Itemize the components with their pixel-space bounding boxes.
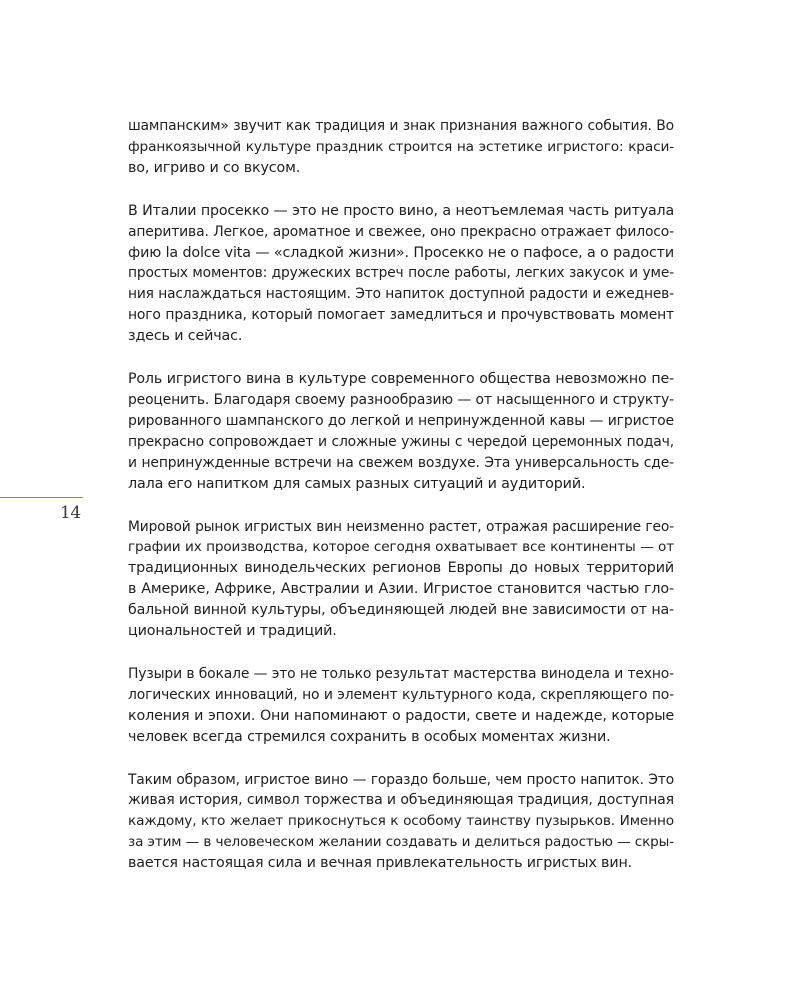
paragraph: [128, 369, 674, 494]
text-line: коления и эпохи. Они напоминают о радости, свете и надежде, которые: [128, 707, 674, 724]
text-line: бальной винной культуры, объединяющей людей вне зависимости от на-: [128, 602, 674, 619]
text-line: В Италии просекко — это не просто вино, а неотъемлемая часть ритуала: [128, 202, 674, 219]
text-line: шампанским» звучит как традиция и знак признания важного события. Во: [128, 118, 674, 134]
text-line: аперитива. Легкое, ароматное и свежее, оно прекрасно отражает филосо-: [128, 223, 674, 240]
paragraph: [128, 770, 674, 875]
text-line: Пузыри в бокале — это не только результат мастерства винодела и техно-: [128, 665, 674, 682]
text-line: за этим — в человеческом желании создавать и делиться радостью — скры-: [128, 834, 674, 851]
text-line: франкоязычной культуре праздник строится на эстетике игристого: краси-: [128, 138, 674, 155]
text-line: фию la dolce vita — «сладкой жизни». Просекко не о пафосе, а о радости: [128, 244, 674, 261]
page-number: 14: [60, 503, 81, 523]
text-line: логических инноваций, но и элемент культурного кода, скрепляющего по-: [128, 686, 674, 703]
text-line: графии их производства, которое сегодня охватывает все континенты — от: [128, 539, 674, 556]
text-line: и непринужденные встречи на свежем воздухе. Эта универсальность сде-: [128, 454, 674, 471]
text-line: ния наслаждаться настоящим. Это напиток доступной радости и ежеднев-: [128, 286, 674, 303]
paragraph: [128, 517, 674, 642]
text-line: циональностей и традиций.: [128, 623, 337, 640]
text-line: рированного шампанского до легкой и непринужденной кавы — игристое: [128, 412, 674, 429]
text-line: живая история, символ торжества и объединяющая традиция, доступная: [128, 792, 674, 809]
text-line: прекрасно сопровождает и сложные ужины с чередой церемонных подач,: [128, 433, 674, 450]
text-line: Таким образом, игристое вино — гораздо больше, чем просто напиток. Это: [128, 771, 674, 788]
text-line: здесь и сейчас.: [128, 328, 243, 345]
text-line: простых моментов: дружеских встреч после работы, легких закусок и уме-: [128, 265, 674, 282]
text-line: Мировой рынок игристых вин неизменно растет, отражая расширение гео-: [128, 518, 674, 535]
paragraph: [128, 664, 674, 748]
text-line: лала его напитком для самых разных ситуаций и аудиторий.: [128, 475, 586, 492]
text-line: реоценить. Благодаря своему разнообразию — от насыщенного и структу-: [128, 391, 674, 408]
text-line: ного праздника, который помогает замедлиться и прочувствовать момент: [128, 307, 674, 324]
text-line: вается настоящая сила и вечная привлекательность игристых вин.: [128, 855, 633, 872]
text-line: во, игриво и со вкусом.: [128, 159, 301, 176]
margin-rule: [0, 497, 83, 498]
text-column: [128, 116, 674, 896]
paragraph: [128, 201, 674, 347]
paragraph: [128, 116, 674, 179]
text-line: каждому, кто желает прикоснуться к особому таинству пузырьков. Именно: [128, 813, 674, 830]
text-line: традиционных винодельческих регионов Европы до новых территорий: [128, 560, 674, 577]
text-line: человек всегда стремился сохранить в особых моментах жизни.: [128, 728, 611, 745]
text-line: Роль игристого вина в культуре современного общества невозможно пе-: [128, 371, 674, 388]
text-line: в Америке, Африке, Австралии и Азии. Игристое становится частью гло-: [128, 581, 674, 598]
